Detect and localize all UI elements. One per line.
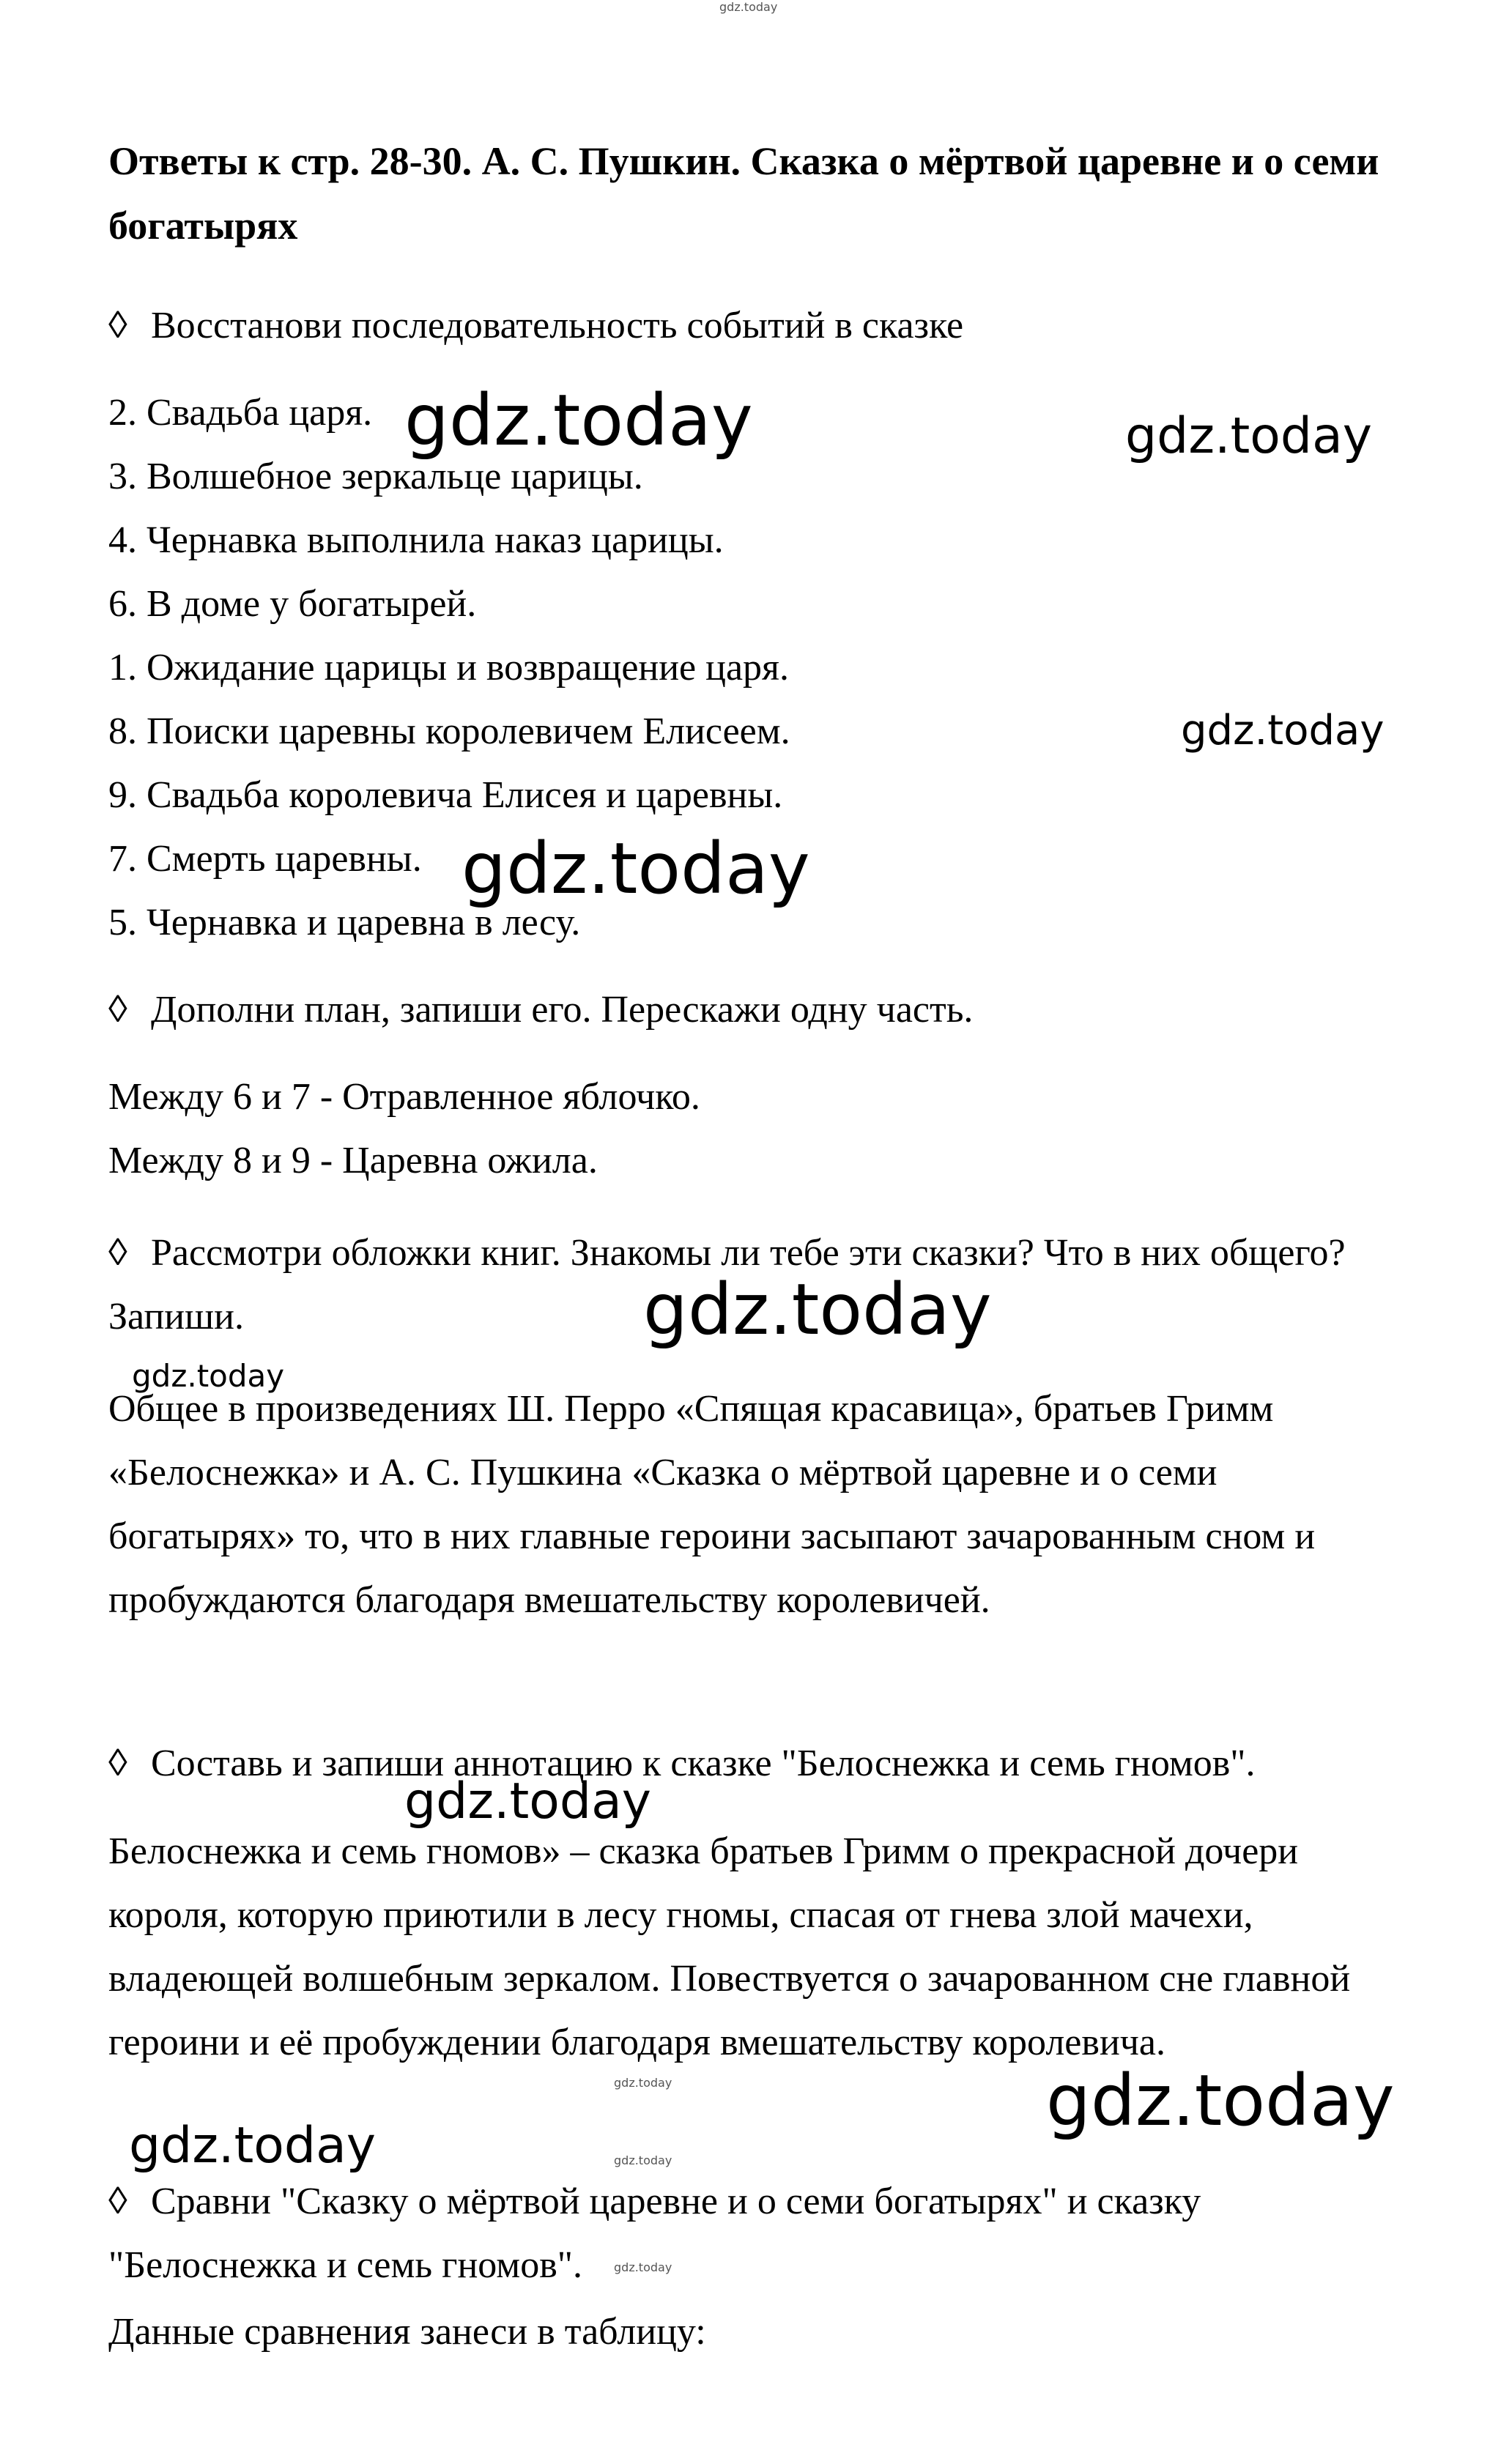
task-4-answer: Белоснежка и семь гномов» – сказка братьев Гримм о прекрасной дочери короля, которую приютили в лесу гномы, спасая от гнева злой мачехи, владеющей волшебным зеркалом. Повествуется о зачарованном сне главной героини и её пробуждении благодаря вмешательству королевича. bbox=[108, 1830, 1351, 2063]
list-item: Между 8 и 9 - Царевна ожила. bbox=[108, 1140, 598, 1181]
task-4-text: Составь и запиши аннотацию к сказке "Белоснежка и семь гномов". bbox=[151, 1743, 1256, 1784]
watermark: gdz.today bbox=[1125, 407, 1372, 465]
list-item: 2. Свадьба царя. bbox=[108, 392, 373, 434]
task-1-prompt bbox=[108, 303, 963, 349]
watermark: gdz.today bbox=[1181, 707, 1385, 754]
task-2-prompt bbox=[108, 987, 973, 1033]
list-item: 9. Свадьба королевича Елисея и царевны. bbox=[108, 774, 783, 816]
watermark: gdz.today bbox=[614, 2260, 672, 2274]
diamond-bullet-icon: ◊ bbox=[108, 2181, 127, 2222]
list-item: 5. Чернавка и царевна в лесу. bbox=[108, 902, 581, 943]
list-item: 4. Чернавка выполнила наказ царицы. bbox=[108, 519, 724, 561]
watermark: gdz.today bbox=[132, 1358, 285, 1394]
list-item: 6. В доме у богатырей. bbox=[108, 583, 477, 625]
task-5-answer: Данные сравнения занеси в таблицу: bbox=[108, 2311, 706, 2353]
watermark: gdz.today bbox=[643, 1269, 992, 1351]
watermark: gdz.today bbox=[719, 0, 778, 14]
watermark: gdz.today bbox=[404, 1773, 651, 1830]
task-3-text: Рассмотри обложки книг. Знакомы ли тебе эти сказки? Что в них общего? Запиши. bbox=[108, 1232, 1346, 1337]
watermark: gdz.today bbox=[1046, 2060, 1395, 2142]
list-item: 7. Смерть царевны. bbox=[108, 838, 422, 880]
watermark: gdz.today bbox=[614, 2153, 672, 2167]
task-2-text: Дополни план, запиши его. Перескажи одну часть. bbox=[151, 989, 974, 1031]
page-title: Ответы к стр. 28-30. А. С. Пушкин. Сказка о мёртвой царевне и о семи богатырях bbox=[108, 139, 1379, 248]
diamond-bullet-icon: ◊ bbox=[108, 989, 127, 1031]
diamond-bullet-icon: ◊ bbox=[108, 305, 127, 346]
task-4-prompt bbox=[108, 1732, 1405, 1795]
task-3-answer: Общее в произведениях Ш. Перро «Спящая красавица», братьев Гримм «Белоснежка» и А. С. Пушкина «Сказка о мёртвой царевне и о семи богатырях» то, что в них главные героини засыпают зачарованным сном и пробуждаются благодаря вмешательству королевичей. bbox=[108, 1388, 1316, 1621]
list-item: 8. Поиски царевны королевичем Елисеем. bbox=[108, 710, 790, 752]
task-5-prompt bbox=[108, 2170, 1405, 2297]
task-1-text: Восстанови последовательность событий в сказке bbox=[151, 305, 964, 346]
watermark: gdz.today bbox=[614, 2076, 672, 2090]
list-item: Между 6 и 7 - Отравленное яблочко. bbox=[108, 1076, 700, 1118]
watermark: gdz.today bbox=[404, 379, 753, 461]
watermark: gdz.today bbox=[462, 828, 810, 910]
list-item: 1. Ожидание царицы и возвращение царя. bbox=[108, 647, 789, 689]
watermark: gdz.today bbox=[129, 2117, 376, 2175]
task-5-text: Сравни "Сказку о мёртвой царевне и о семи богатырях" и сказку "Белоснежка и семь гномов". bbox=[108, 2181, 1201, 2286]
diamond-bullet-icon: ◊ bbox=[108, 1743, 127, 1784]
list-item: 3. Волшебное зеркальце царицы. bbox=[108, 456, 643, 497]
diamond-bullet-icon: ◊ bbox=[108, 1232, 127, 1274]
